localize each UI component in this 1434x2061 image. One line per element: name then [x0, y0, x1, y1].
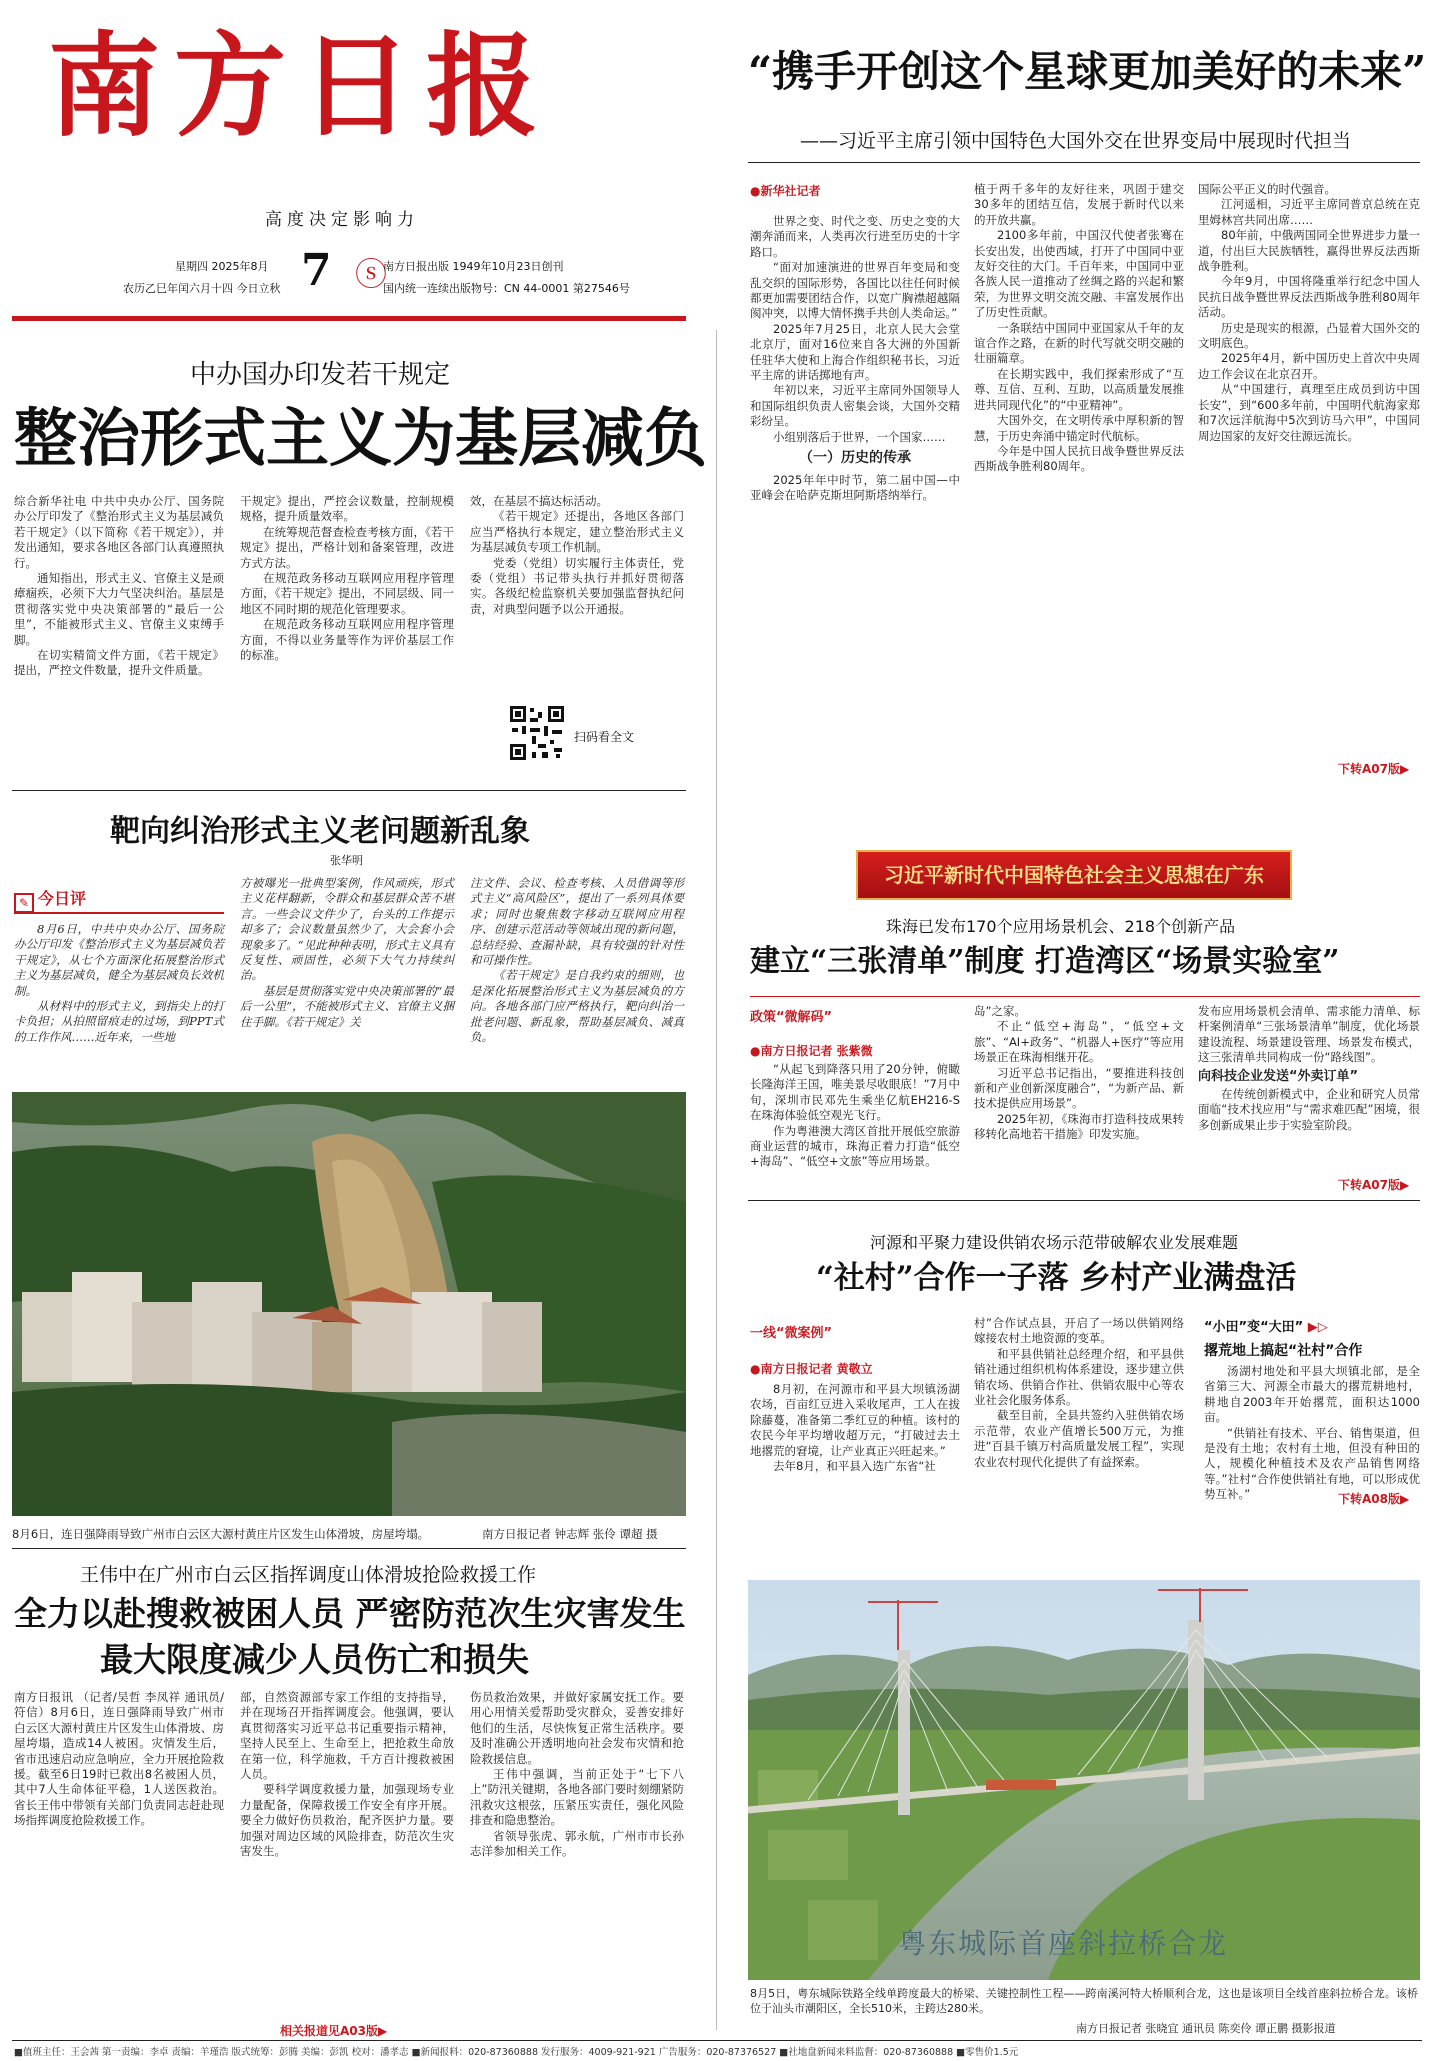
paragraph: 在规范政务移动互联网应用程序管理方面，不得以业务量等作为评价基层工作的标准。 [240, 617, 454, 663]
paragraph: 在长期实践中，我们探索形成了“互尊、互信、互利、互助，以高质量发展推进共同现代化”的“中亚精神”。 [974, 366, 1184, 412]
paragraph: 在规范政务移动互联网应用程序管理方面，《若干规定》提出，不同层级、同一地区不同时期的规范化管理要求。 [240, 571, 454, 616]
paragraph: 综合新华社电 中共中央办公厅、国务院办公厅印发了《整治形式主义为基层减负若干规定》（以下简称《若干规定》），并发出通知，要求各地区各部门认真遵照执行。 [14, 494, 224, 570]
disaster-kicker: 王伟中在广州市白云区指挥调度山体滑坡抢险救援工作 [80, 1564, 537, 1586]
paragraph: 历史是现实的根源，凸显着大国外交的文明底色。 [1198, 320, 1420, 351]
disaster-related-link[interactable]: 相关报道见A03版▶ [280, 2024, 388, 2038]
commentary-label [14, 886, 86, 913]
paragraph: 80年前，中俄两国同全世界进步力量一道，付出巨大民族牺牲，赢得世界反法西斯战争胜利。 [1198, 228, 1420, 274]
paragraph: 8月初，在河源市和平县大坝镇汤湖农场，百亩红豆进入采收尾声，工人在拔除藤蔓，准备第二季红豆的种植。该村的农民今年平均增收超万元，“打破过去土地撂荒的窘境，让产业真正兴旺起来。” [750, 1382, 960, 1458]
lead-right-rule [748, 162, 1420, 163]
commentary-col3 [470, 876, 684, 1046]
paragraph: 去年8月，和平县入选广东省“社 [773, 1459, 936, 1474]
paragraph: 今年是中国人民抗日战争暨世界反法西斯战争胜利80周年。 [974, 443, 1184, 474]
paragraph: “从起飞到降落只用了20分钟，俯瞰长隆海洋王国，唯美景尽收眼底！”7月中旬，深圳市民邓先生乘坐亿航EH216-S在珠海体验低空观光飞行。 [750, 1062, 960, 1123]
paragraph: 党委（党组）切实履行主体责任，党委（党组）书记带头执行并抓好贯彻落实。各级纪检监察机关要加强监督执纪问责，对典型问题予以公开通报。 [470, 555, 684, 616]
double-arrow-icon: ▶▷ [1303, 1320, 1328, 1335]
paragraph: 截至目前，全县共签约入驻供销农场示范带，农业产值增长500万元，为推进“百县千镇万村高质量发展工程”，实现农业农村现代化提供了有益探索。 [974, 1408, 1184, 1469]
pub-line2: 国内统一连续出版物号：CN 44-0001 第27546号 [383, 282, 630, 295]
lead-left-col1 [14, 494, 224, 750]
paragraph: 部，自然资源部专家工作组的支持指导，并在现场召开指挥调度会。他强调，要认真贯彻落实习近平总书记重要指示精神，坚持人民至上、生命至上，把抢救生命放在第一位，科学施救，千方百计搜救被困人员。 [240, 1690, 454, 1782]
paragraph: 在统筹规范督查检查考核方面，《若干规定》提出，严格计划和备案管理，改进方式方法。 [240, 524, 454, 570]
logo-mark-icon: ⓢ [355, 255, 388, 293]
paragraph: 注文件、会议、检查考核、人员借调等形式主义“高风险区”，提出了一系列具体要求；同时也聚焦数字移动互联网应用程序、创建示范活动等领域出现的新问题，总结经验、查漏补缺，具有较强的针对性和可操作性。 [470, 876, 684, 968]
bridge-credit: 南方日报记者 张晓宜 通讯员 陈奕伶 谭正鹏 摄影报道 [1076, 2022, 1336, 2035]
paragraph: 在传统创新模式中，企业和研究人员常面临“技术找应用”与“需求难匹配”困境，很多创新成果止步于实验室阶段。 [1198, 1087, 1420, 1132]
paragraph: 植于两千多年的友好往来，巩固于建交30多年的团结互信，发展于新时代以来的开放共赢。 [974, 182, 1184, 227]
paragraph: 王伟中强调，当前正处于“七下八上”防汛关键期，各地各部门要时刻绷紧防汛救灾这根弦，压紧压实责任，强化风险排查和隐患整治。 [470, 1767, 684, 1828]
theme-banner-text: 习近平新时代中国特色社会主义思想在广东 [884, 863, 1264, 887]
paragraph: 世界之变、时代之变、历史之变的大潮奔涌而来，人类再次行进至历史的十字路口。 [750, 214, 960, 259]
paragraph: 2025年4月，新中国历史上首次中央周边工作会议在北京召开。 [1198, 351, 1420, 381]
disaster-col3 [470, 1690, 684, 2016]
paragraph: 要科学调度救援力量，加强现场专业力量配备，保障救援工作安全有序开展。要全力做好伤员救治，配齐医护力量。要加强对周边区域的风险排查，防范次生灾害发生。 [240, 1782, 454, 1859]
commentary-col2 [240, 876, 454, 1046]
lead-right-byline: ●新华社记者 [750, 184, 821, 198]
divider [12, 790, 686, 791]
lead-right-subtitle: ——习近平主席引领中国特色大国外交在世界变局中展现时代担当 [800, 130, 1352, 152]
masthead-title: 南方日报 [48, 21, 552, 152]
zhuhai-col3 [1198, 1004, 1420, 1168]
column-divider [716, 330, 717, 2030]
paragraph: 基层是贯彻落实党中央决策部署的“最后一公里”，不能被形式主义、官僚主义捆住手脚。《若干规定》关 [240, 983, 454, 1029]
paragraph: 从材料中的形式主义，到指尖上的打卡负担；从拍照留痕走的过场，到PPT式的工作作风……近年来，一些地 [14, 999, 224, 1044]
bridge-caption [750, 1986, 1418, 2018]
paragraph: 村”合作试点县，开启了一场以供销网络嫁接农村土地资源的变革。 [974, 1316, 1184, 1346]
village-label: 一线“微案例” [750, 1326, 833, 1341]
paragraph: 大国外交，在文明传承中厚积新的智慧，于历史奔涌中锚定时代航标。 [974, 413, 1184, 443]
masthead-rule [12, 316, 686, 321]
paragraph: 通知指出，形式主义、官僚主义是顽瘴痼疾，必须下大力气坚决纠治。基层是贯彻落实党中央决策部署的“最后一公里”，不能被形式主义、官僚主义束缚手脚。 [14, 571, 224, 647]
divider [748, 1200, 1420, 1201]
lead-right-col3 [1198, 182, 1420, 756]
paragraph: 《若干规定》是自我约束的细则，也是深化拓展整治形式主义为基层减负的方向。各地各部门应严格执行，靶向纠治一批老问题、新乱象，帮助基层减负、减真负。 [470, 968, 684, 1045]
paragraph: 不止“低空+海岛”，“低空+文旅”、“AI+政务”、“机器人+医疗”等应用场景正在珠海相继开花。 [974, 1019, 1184, 1065]
paragraph: 年初以来，习近平主席同外国领导人和国际组织负责人密集会谈，大国外交精彩纷呈。 [750, 383, 960, 429]
paragraph: 2025年7月25日，北京人民大会堂北京厅，面对16位来自各大洲的外国新任驻华大使和上海合作组织秘书长，习近平主席的讲话掷地有声。 [750, 321, 960, 383]
lead-right-col1 [750, 214, 960, 776]
footer-rule [12, 2040, 1422, 2041]
disaster-title2: 最大限度减少人员伤亡和损失 [100, 1640, 529, 1679]
commentary-label-text: 今日评 [38, 889, 87, 908]
village-byline: ●南方日报记者 黄敬立 [750, 1362, 873, 1376]
zhuhai-continued-link[interactable]: 下转A07版▶ [1338, 1178, 1410, 1192]
zhuhai-col1 [750, 1062, 960, 1178]
footer-info: ■值班主任：王会茜 第一责编：李卓 责编：羊瑾浩 版式统筹：彭腾 美编：彭凯 校对：潘孝志 ■新闻报料：020-87360888 发行服务：4009-921-921 广告服务：020-87376527 ■社地盘新闻来料监督：020-87360888 ■零售价1.5元 [14, 2047, 1019, 2058]
zhuhai-col2 [974, 1004, 1184, 1178]
paragraph: 作为粤港澳大湾区首批开展低空旅游商业运营的城市，珠海正着力打造“低空+海岛”、“低空+文旅”等应用场景。 [750, 1123, 960, 1169]
paragraph: 效，在基层不搞达标活动。 [470, 494, 608, 508]
village-continued-link[interactable]: 下转A08版▶ [1338, 1492, 1410, 1506]
commentary-label-rule [14, 912, 224, 914]
paragraph: 习近平总书记指出，“要推进科技创新和产业创新深度融合”，“为新产品、新技术提供应用场景”。 [974, 1065, 1184, 1111]
zhuhai-rule [750, 996, 1420, 997]
paragraph: 今年9月，中国将隆重举行纪念中国人民抗日战争暨世界反法西斯战争胜利80周年活动。 [1198, 274, 1420, 320]
paragraph: 省领导张虎、郭永航，广州市市长孙志洋参加相关工作。 [470, 1828, 684, 1859]
village-col2 [974, 1316, 1184, 1506]
paragraph: 发布应用场景机会清单、需求能力清单、标杆案例清单“三张场景清单”制度，优化场景建设流程、场景建设管理、场景发布模式，这三张清单共同构成一份“路线图”。 [1198, 1004, 1420, 1065]
paragraph: “供销社有技术、平台、销售渠道，但是没有土地；农村有土地，但没有种田的人，规模化种植技术及农产品销售网络等。”社村“合作使供销社有地，可以形成优势互补。” [1204, 1425, 1420, 1502]
paragraph: 小组别落后于世界，一个国家…… [773, 429, 946, 444]
disaster-col1 [14, 1690, 224, 2016]
zhuhai-byline: ●南方日报记者 张紫微 [750, 1044, 873, 1058]
lead-right-title: “携手开创这个星球更加美好的未来” [748, 47, 1427, 96]
masthead-slogan: 高度决定影响力 [265, 210, 419, 230]
paragraph: 从“中国建行，真理至庄成员到访中国长安”，到“600多年前，中国明代航海家郑和7次远洋航海中5次到访马六甲”，中国同周边国家的友好交往源远流长。 [1198, 382, 1420, 443]
divider [12, 1548, 686, 1549]
masthead-info [123, 245, 735, 306]
pen-icon: ✎ [14, 893, 34, 913]
zhuhai-title: 建立“三张清单”制度 打造湾区“场景实验室” [750, 944, 1340, 979]
lead-left-col3 [470, 494, 684, 696]
qr-code[interactable] [508, 704, 566, 762]
paragraph: “面对加速演进的世界百年变局和变乱交织的国际形势，各国比以往任何时候都更加需要团结合作，以宽广胸襟超越隔阂冲突，以博大情怀携手共创人类命运。” [750, 260, 960, 321]
village-sub-title: 撂荒地上搞起“社村”合作 [1204, 1343, 1363, 1359]
lead-left-title: 整治形式主义为基层减负 [14, 401, 707, 475]
bridge-caption-text: 8月5日，粤东城际铁路全线单跨度最大的桥梁、关键控制性工程——跨南溪河特大桥顺利合龙，这也是该项目全线首座斜拉桥合龙。该桥位于汕头市潮阳区，全长510米，主跨达280米。 [750, 1987, 1418, 2015]
paragraph: 国际公平正义的时代强音。 [1198, 182, 1336, 196]
village-sub-label-text: “小田”变“大田” [1204, 1320, 1304, 1335]
paragraph: 汤湖村地处和平县大坝镇北部，是全省第三大、河源全市最大的撂荒耕地村，耕地自2003年开始撂荒，面积达1000亩。 [1204, 1364, 1420, 1425]
lead-left-kicker: 中办国办印发若干规定 [190, 360, 451, 390]
landslide-photo [12, 1092, 686, 1516]
paragraph: 一条联结中国同中亚国家从千年的友谊合作之路，在新的时代写就交明交融的壮丽篇章。 [974, 320, 1184, 366]
zhuhai-kicker: 珠海已发布170个应用场景机会、218个创新产品 [886, 917, 1236, 936]
commentary-title: 靶向纠治形式主义老问题新乱象 [110, 814, 530, 849]
subheading: 向科技企业发送“外卖订单” [1198, 1068, 1359, 1084]
landslide-caption: 8月6日，连日强降雨导致广州市白云区大源村黄庄片区发生山体滑坡，房屋垮塌。 [12, 1527, 430, 1541]
commentary-author: 张华明 [330, 854, 363, 867]
theme-banner [856, 850, 1292, 900]
zhuhai-label: 政策“微解码” [750, 1010, 833, 1025]
paragraph: 《若干规定》还提出，各地区各部门应当严格执行本规定，建立整治形式主义为基层减负专项工作机制。 [470, 509, 684, 555]
paragraph: 和平县供销社总经理介绍，和平县供销社通过组织机构体系建设，逐步建立供销农场、供销合作社、供销农服中心等农业社会化服务体系。 [974, 1346, 1184, 1408]
village-kicker: 河源和平聚力建设供销农场示范带破解农业发展难题 [870, 1233, 1239, 1252]
disaster-col2 [240, 1690, 454, 2016]
paragraph: 8月6日，中共中央办公厅、国务院办公厅印发《整治形式主义为基层减负若干规定》，从七个方面深化拓展整治形式主义为基层减负，健全为基层减负长效机制。 [14, 922, 224, 998]
village-sub-label [1204, 1316, 1328, 1335]
disaster-title1: 全力以赴搜救被困人员 严密防范次生灾害发生 [14, 1594, 686, 1633]
village-col1 [750, 1382, 960, 1506]
commentary-col1 [14, 922, 224, 1046]
paragraph: 江河遥相，习近平主席同普京总统在克里姆林宫共同出席…… [1198, 197, 1420, 227]
bridge-title: 粤东城际首座斜拉桥合龙 [898, 1927, 1229, 1960]
pub-line1: 南方日报出版 1949年10月23日创刊 [383, 260, 564, 273]
qr-label: 扫码看全文 [574, 730, 635, 744]
paragraph: 2100多年前，中国汉代使者张骞在长安出发，出使西域，打开了中国同中亚友好交往的大门。千百年来，中国同中亚各族人民一道推动了丝绸之路的兴起和繁荣，为世界文明交流交融、丰富发展作出了历史性贡献。 [974, 228, 1184, 320]
village-title: “社村”合作一子落 乡村产业满盘活 [816, 1260, 1297, 1296]
paragraph: 2025年年中时节，第二届中国—中亚峰会在哈萨克斯坦阿斯塔纳举行。 [750, 472, 960, 502]
paragraph: 伤员救治效果，并做好家属安抚工作。要用心用情关爱帮助受灾群众，妥善安排好他们的生活，尽快恢复正常生活秩序。要及时准确公开透明地向社会发布灾情和抢险救援信息。 [470, 1690, 684, 1766]
paragraph: 2025年初，《珠海市打造科技成果转移转化高地若干措施》印发实施。 [974, 1111, 1184, 1142]
section-heading: （一）历史的传承 [799, 450, 911, 467]
paragraph: 在切实精简文件方面，《若干规定》提出，严控文件数量，提升文件质量。 [14, 648, 224, 678]
lead-left-col2 [240, 494, 454, 750]
paragraph: 方被曝光一批典型案例，作风顽疾，形式主义花样翻新，令群众和基层群众苦不堪言。一些会议文件少了，台头的工作提示却多了；会议数量虽然少了，大会套小会现象多了。“见此种种表明，形式主义具有反复性、顽固性，必须下大气力持续纠治。 [240, 876, 454, 983]
day-number: 7 [301, 245, 332, 296]
paragraph: 岛”之家。 [974, 1004, 1026, 1018]
lead-right-continued-link[interactable]: 下转A07版▶ [1338, 762, 1410, 776]
lead-right-col2 [974, 182, 1184, 776]
landslide-credit: 南方日报记者 钟志辉 张伶 谭超 摄 [482, 1527, 658, 1541]
paragraph: 南方日报讯 （记者/吴哲 李凤祥 通讯员/符信）8月6日，连日强降雨导致广州市白云区大源村黄庄片区发生山体滑坡、房屋垮塌，造成14人被困。灾情发生后，省市迅速启动应急响应，全力开展抢险救援。截至6日19时已救出8名被困人员，其中7人生命体征平稳，1人送医救治。省长王伟中带领有关部门负责同志赶赴现场指挥调度抢险救援工作。 [14, 1690, 224, 1828]
lunar-line: 农历乙巳年闰六月十四 今日立秋 [123, 282, 281, 295]
bridge-photo [748, 1580, 1420, 1980]
paragraph: 干规定》提出，严控会议数量，控制规模规格，提升质量效率。 [240, 494, 454, 524]
date-line: 星期四 2025年8月 [175, 260, 269, 273]
